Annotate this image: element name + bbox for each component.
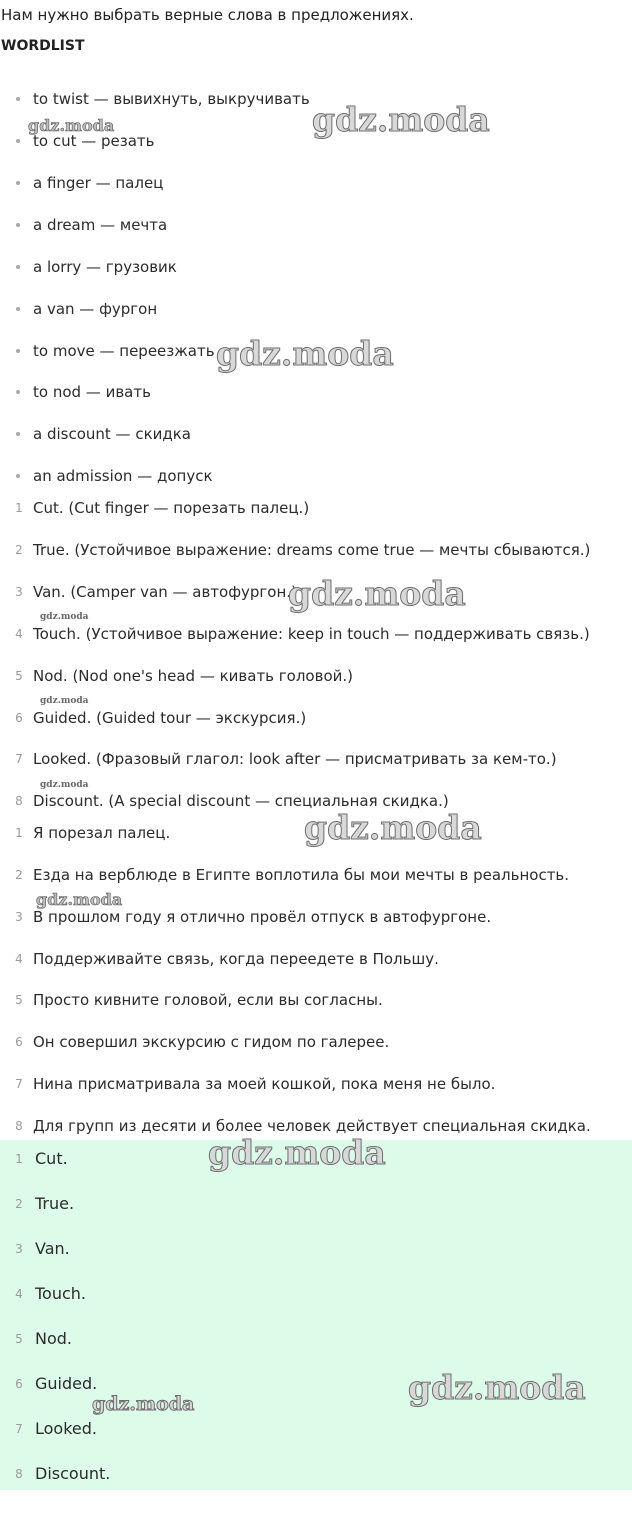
watermark-logo: gdz.moda [40,780,89,790]
wordlist-entry: to nod — ивать [33,383,151,401]
item-number: 2 [15,868,23,882]
wordlist-entry: a lorry — грузовик [33,258,177,276]
bullet-icon [16,139,20,143]
watermark-logo: gdz.moda [304,808,482,847]
item-number: 2 [15,1197,23,1211]
bullet-icon [16,265,20,269]
answer-text: Touch. [35,1284,87,1303]
wordlist-entry: a discount — скидка [33,425,191,443]
translation-text: Просто кивните головой, если вы согласны. [33,991,383,1009]
item-number: 4 [15,627,23,641]
item-number: 8 [15,1119,23,1133]
translation-text: Я порезал палец. [33,824,171,842]
explanation-text: Discount. (A special discount — специальная скидка.) [33,792,449,810]
item-number: 8 [15,794,23,808]
item-number: 5 [15,993,23,1007]
translation-text: Нина присматривала за моей кошкой, пока меня не было. [33,1075,496,1093]
watermark-logo: gdz.moda [36,890,123,909]
bullet-icon [16,432,20,436]
watermark-logo: gdz.moda [28,116,115,135]
translation-text: Езда на верблюде в Египте воплотила бы мои мечты в реальность. [33,866,570,884]
bullet-icon [16,349,20,353]
watermark-logo: gdz.moda [312,100,490,139]
answer-text: True. [35,1194,75,1213]
answer-box [0,1140,632,1490]
watermark-logo: gdz.moda [40,612,89,622]
item-number: 1 [15,1152,23,1166]
bullet-icon [16,390,20,394]
watermark-logo: gdz.moda [216,334,394,373]
bullet-icon [16,97,20,101]
answer-text: Discount. [35,1464,111,1483]
bullet-icon [16,181,20,185]
item-number: 6 [15,711,23,725]
bullet-icon [16,223,20,227]
answer-text: Looked. [35,1419,97,1438]
translation-text: Он совершил экскурсию с гидом по галерее. [33,1033,390,1051]
wordlist-entry: to move — переезжать [33,342,215,360]
watermark-logo: gdz.moda [288,574,466,613]
answer-text: Nod. [35,1329,72,1348]
item-number: 3 [15,585,23,599]
explanation-text: Guided. (Guided tour — экскурсия.) [33,709,307,727]
item-number: 1 [15,826,23,840]
item-number: 6 [15,1377,23,1391]
item-number: 5 [15,1332,23,1346]
wordlist-heading: WORDLIST [1,38,85,54]
explanation-text: Touch. (Устойчивое выражение: keep in touch — поддерживать связь.) [33,625,590,643]
explanation-text: True. (Устойчивое выражение: dreams come true — мечты сбываются.) [33,541,591,559]
explanation-text: Cut. (Cut finger — порезать палец.) [33,499,310,517]
item-number: 7 [15,1422,23,1436]
explanation-text: Nod. (Nod one's head — кивать головой.) [33,667,353,685]
wordlist-entry: a dream — мечта [33,216,168,234]
translation-text: Поддерживайте связь, когда переедете в Польшу. [33,950,439,968]
bullet-icon [16,474,20,478]
bullet-icon [16,307,20,311]
item-number: 6 [15,1035,23,1049]
item-number: 3 [15,1242,23,1256]
explanation-text: Looked. (Фразовый глагол: look after — присматривать за кем-то.) [33,750,557,768]
item-number: 1 [15,501,23,515]
item-number: 5 [15,669,23,683]
wordlist-entry: to twist — вывихнуть, выкручивать [33,90,310,108]
translation-text: Для групп из десяти и более человек действует специальная скидка. [33,1117,591,1135]
intro-text: Нам нужно выбрать верные слова в предложениях. [1,6,414,24]
wordlist-entry: a finger — палец [33,174,164,192]
answer-text: Cut. [35,1149,68,1168]
watermark-logo: gdz.moda [92,1393,195,1415]
wordlist-entry: an admission — допуск [33,467,213,485]
wordlist-entry: to cut — резать [33,132,155,150]
watermark-logo: gdz.moda [408,1368,586,1407]
item-number: 7 [15,752,23,766]
item-number: 7 [15,1077,23,1091]
explanation-text: Van. (Camper van — автофургон.) [33,583,297,601]
answer-text: Guided. [35,1374,98,1393]
watermark-logo: gdz.moda [40,696,89,706]
wordlist-entry: a van — фургон [33,300,158,318]
item-number: 4 [15,952,23,966]
item-number: 2 [15,543,23,557]
item-number: 4 [15,1287,23,1301]
answer-text: Van. [35,1239,70,1258]
item-number: 8 [15,1467,23,1481]
translation-text: В прошлом году я отлично провёл отпуск в автофургоне. [33,908,492,926]
item-number: 3 [15,910,23,924]
watermark-logo: gdz.moda [208,1133,386,1172]
